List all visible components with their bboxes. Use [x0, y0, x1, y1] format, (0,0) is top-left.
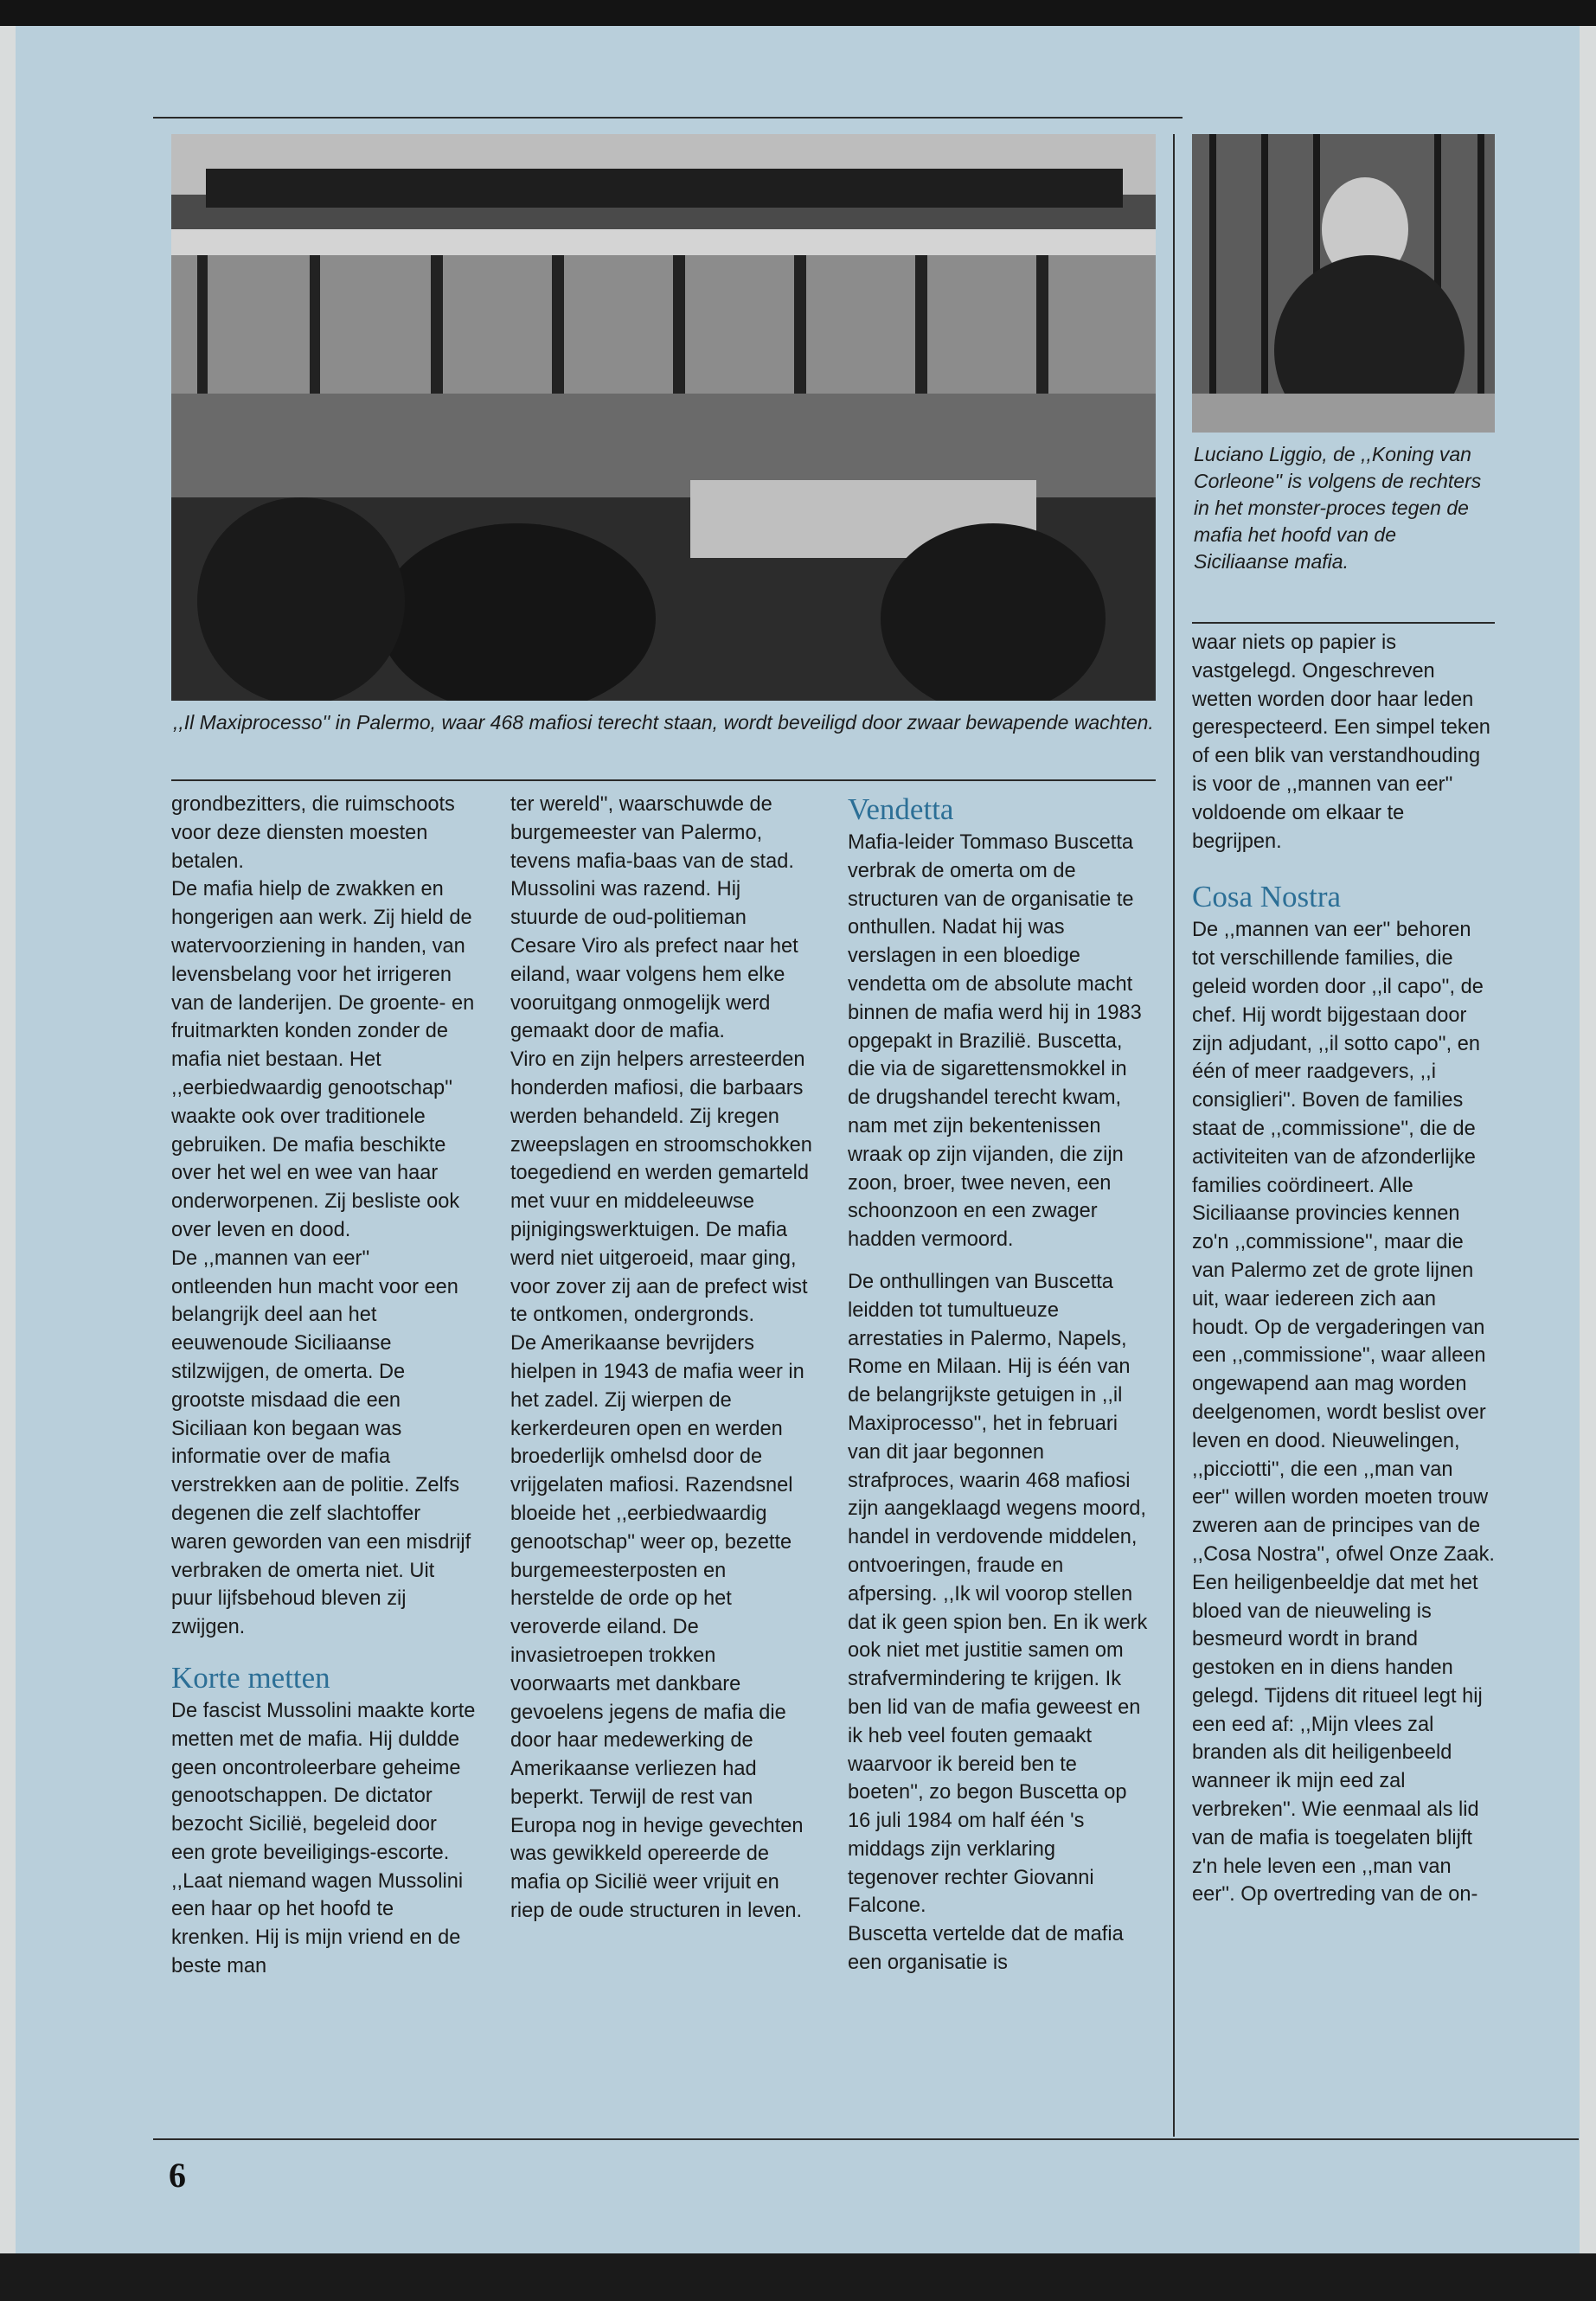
page-number: 6 [169, 2156, 186, 2195]
column-divider [1173, 134, 1175, 2137]
paragraph: De mafia hielp de zwakken en hongerigen aan werk. Zij hield de watervoorziening in handen, van levensbelang voor het irrigeren van de landerijen. De groente- en fruitmarkten konden zonder de mafia niet bestaan. Het ,,eerbiedwaardig genootschap'' waakte ook over traditionele gebruiken. De mafia beschikte over het wel en wee van haar onderworpenen. Zij besliste ook over leven en dood. [171, 878, 475, 1241]
paragraph: De ,,mannen van eer'' ontleenden hun macht voor een belangrijk deel aan het eeuwenoude Siciliaanse stilzwijgen, de omerta. De grootste misdaad die een Siciliaan kon begaan was informatie over de mafia verstrekken aan de politie. Zelfs degenen die zelf slachtoffer waren geworden van een misdrijf verbraken de omerta niet. Uit puur lijfsbehoud bleven zij zwijgen. [171, 1247, 471, 1639]
courtroom-photo [171, 134, 1156, 701]
subheading-korte-metten: Korte metten [171, 1660, 330, 1695]
bottom-rule [153, 2138, 1579, 2140]
text-column-4 [1192, 629, 1495, 1909]
main-photo-caption: ,,Il Maxiprocesso'' in Palermo, waar 468 mafiosi terecht staan, wordt beveiligd door zwaar bewapende wachten. [173, 711, 1154, 734]
text-column-2 [510, 791, 813, 1926]
paragraph: De onthullingen van Buscetta leidden tot tumultueuze arrestaties in Palermo, Napels, Rome en Milaan. Hij is één van de belangrijkste getuigen in ,,il Maxiprocesso'', het in februari van dit jaar begonnen strafproces, waarin 468 mafiosi zijn aangeklaagd wegens moord, handel in verdovende middelen, ontvoeringen, fraude en afpersing. ,,Ik wil voorop stellen dat ik geen spion ben. En ik werk ook niet met justitie samen om strafvermindering te krijgen. Ik ben lid van de mafia geweest en ik heb veel fouten gemaakt waarvoor ik bereid ben te boeten'', zo begon Buscetta op 16 juli 1984 om half één 's middags zijn verklaring tegenover rechter Giovanni Falcone. [848, 1270, 1148, 1918]
paragraph: Buscetta vertelde dat de mafia een organisatie is [848, 1923, 1124, 1975]
text-column-1 [171, 791, 476, 1981]
top-left-rule [153, 117, 1183, 119]
paragraph: Viro en zijn helpers arresteerden honderden mafiosi, die barbaars werden behandeld. Zij kregen zweepslagen en stroomschokken toegediend en werden gemarteld met vuur en middeleeuwse pijnigingswerktuigen. De mafia werd niet uitgeroeid, maar ging, voor zover zij aan de prefect wist te ontkomen, ondergronds. [510, 1048, 812, 1327]
side-caption-divider [1192, 622, 1495, 624]
paragraph: De Amerikaanse bevrijders hielpen in 1943 de mafia weer in het zadel. Zij wierpen de kerkerdeuren open en werden broederlijk omhelsd door de vrijgelaten mafiosi. Razendsnel bloeide het ,,eerbiedwaardig genootschap'' weer op, bezette burgemeesterposten en herstelde de orde op het veroverde eiland. De invasietroepen trokken voorwaarts met dankbare gevoelens jegens de mafia die door haar medewerking de Amerikaanse verliezen had beperkt. Terwijl de rest van Europa nog in hevige gevechten was gewikkeld opereerde de mafia op Sicilië weer vrijuit en riep de oude structuren in leven. [510, 1332, 804, 1923]
paragraph: De ,,mannen van eer'' behoren tot verschillende families, die geleid worden door ,,il capo'', de chef. Hij wordt bijgestaan door zijn adjudant, ,,il sotto capo'', en één of meer raadgevers, ,,i consiglieri''. Boven de families staat de ,,commissione'', die de activiteiten van de afzonderlijke families coördineert. Alle Siciliaanse provincies kennen zo'n ,,commissione'', maar die van Palermo zet de grote lijnen uit, waar iedereen zich aan houdt. Op de vergaderingen van een ,,commissione'', waar alleen ongewapend aan mag worden deelgenomen, wordt beslist over leven en dood. Nieuwelingen, ,,picciotti'', die een ,,man van eer'' willen worden moeten trouw zweren aan de principes van de ,,Cosa Nostra'', ofwel Onze Zaak. Een heiligenbeeldje dat met het bloed van de nieuweling is besmeurd wordt in brand gestoken en in diens handen gelegd. Tijdens dit ritueel legt hij een eed af: ,,Mijn vlees zal branden als dit heiligenbeeld wanneer ik mijn eed zal verbreken''. Wie eenmaal als lid van de mafia is toegelaten blijft z'n hele leven een ,,man van eer''. Op overtreding van de on- [1192, 919, 1495, 1907]
scan-top-edge [0, 0, 1596, 26]
subheading-cosa-nostra: Cosa Nostra [1192, 880, 1342, 914]
liggio-portrait-photo [1192, 134, 1495, 433]
paragraph: De fascist Mussolini maakte korte metten met de mafia. Hij duldde geen oncontroleerbare geheime genootschappen. De dictator bezocht Sicilië, begeleid door een grote beveiligings-escorte. ,,Laat niemand wagen Mussolini een haar op het hoofd te krenken. Hij is mijn vriend en de beste man [171, 1699, 476, 1978]
side-photo-caption: Luciano Liggio, de ,,Koning van Corleone'' is volgens de rechters in het monster-proces tegen de mafia het hoofd van de Siciliaanse mafia. [1194, 443, 1482, 573]
paragraph: grondbezitters, die ruimschoots voor deze diensten moesten betalen. [171, 793, 455, 873]
subheading-vendetta: Vendetta [848, 792, 954, 826]
paragraph: Mafia-leider Tommaso Buscetta verbrak de omerta om de structuren van de organisatie te onthullen. Nadat hij was verslagen in een bloedige vendetta om de absolute macht binnen de mafia werd hij in 1983 opgepakt in Brazilië. Buscetta, die via de sigarettensmokkel in de drugshandel terecht kwam, nam met zijn bekentenissen wraak op zijn vijanden, die zijn zoon, broer, twee neven, een schoonzoon en een zwager hadden vermoord. [848, 831, 1142, 1252]
scan-bottom-edge [0, 2253, 1596, 2301]
caption-divider [171, 779, 1156, 781]
paragraph: ter wereld'', waarschuwde de burgemeester van Palermo, tevens mafia-baas van de stad. Mussolini was razend. Hij stuurde de oud-politieman Cesare Viro als prefect naar het eiland, waar volgens hem elke vooruitgang onmogelijk werd gemaakt door de mafia. [510, 793, 798, 1043]
paragraph: waar niets op papier is vastgelegd. Ongeschreven wetten worden door haar leden gerespecteerd. Een simpel teken of een blik van verstandhouding is voor de ,,mannen van eer'' voldoende om elkaar te begrijpen. [1192, 631, 1490, 853]
text-column-3 [848, 791, 1151, 1977]
